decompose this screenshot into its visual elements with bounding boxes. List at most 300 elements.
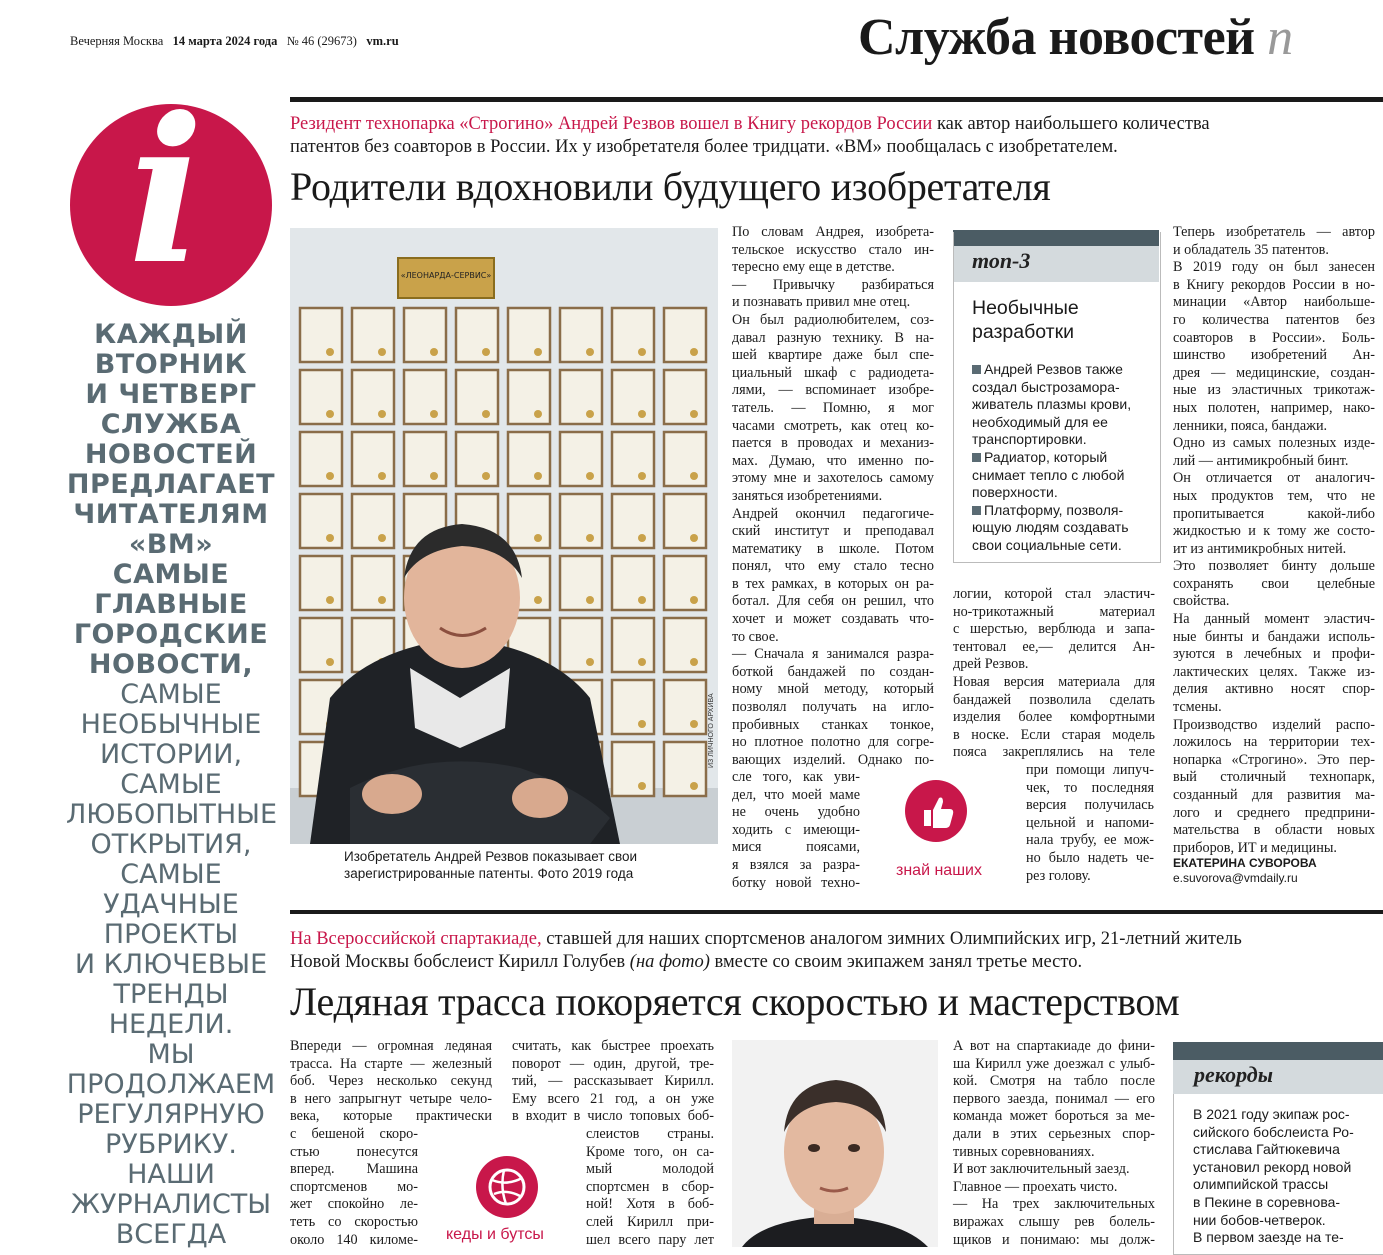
certificate-frame [560, 308, 602, 362]
article1-col1-line: — Привычку разбираться [732, 276, 934, 293]
badge-kedy-i-butsy [476, 1156, 538, 1218]
certificate-frame [560, 432, 602, 486]
article1-col3-line: нопарка «Строгино». Это пер- [1173, 751, 1375, 768]
article1-col3-line: лактических целях. Также из- [1173, 663, 1375, 680]
records-line: В первом заезде на те- [1193, 1229, 1344, 1246]
article2-col2-narrow [586, 1126, 714, 1249]
athlete-photo-drawing [732, 1040, 938, 1247]
article1-col1-narrow-line: ходить с имеющи- [732, 821, 860, 838]
sidebox-item-line: ющую людям создавать [972, 519, 1129, 536]
article1-col3-line: тсмены. [1173, 699, 1222, 716]
article1-col1-narrow-line: дел, что моей маме [732, 786, 860, 803]
certificate-frame [560, 556, 602, 610]
article2-col1-narrow-line: спортсменов мо- [290, 1178, 418, 1195]
article2-photo [732, 1040, 938, 1247]
article1-col1-line: математику в школе. Потом [732, 540, 934, 557]
article1-col3-line: пропитывается какой-либо [1173, 505, 1375, 522]
article2-col1-narrow-line: теть со скоростью [290, 1213, 418, 1230]
sidebox-title: Необычные разработки [972, 297, 1079, 343]
article1-col1-narrow-line: ботку новой техно- [732, 874, 860, 891]
article1-col1-line: часами смотреть, как отец ко- [732, 417, 934, 434]
article2-col1-narrow-line: вперед. Машина [290, 1161, 418, 1178]
promo-line: ПРОДОЛЖАЕМ [66, 1069, 276, 1100]
certificate-seal [638, 472, 646, 480]
certificate-seal [534, 534, 542, 542]
sidebox-tag: топ-3 [972, 248, 1031, 273]
article2-col3-line: ша Кирилл уже доезжал с улыб- [953, 1055, 1155, 1072]
article1-col3-line: ложилось на территории тех- [1173, 734, 1375, 751]
promo-line-bold: ГОРОДСКИЕ [73, 619, 269, 650]
certificate-seal [638, 658, 646, 666]
certificate-seal [534, 410, 542, 418]
info-icon: i [128, 74, 204, 309]
certificate-frame [404, 432, 446, 486]
article1-col2-narrow-line: цельной и напоми- [1026, 814, 1154, 831]
article1-lead: Резидент технопарка «Строгино» Андрей Резвов вошел в Книгу рекордов России как автор наибольшего количества патентов без соавторов в России. Их у изобретателя более тридцати. «ВМ» пообщалась с изобретателем. [290, 114, 1210, 157]
article1-headline: Родители вдохновили будущего изобретателя [290, 164, 1051, 209]
certificate-frame [612, 432, 654, 486]
article1-col1-line: заняться изобретениями. [732, 487, 883, 504]
article1-col2-line: пояса закреплялись на теле [953, 744, 1155, 761]
article2-col2-line: поворот — один, другой, тре- [512, 1055, 714, 1072]
article2-col1-line: Впереди — огромная ледяная [290, 1038, 492, 1054]
article2-col3-line: первого заезда, понимал — его [953, 1090, 1155, 1107]
article1-col1-line: Андрей окончил педагогиче- [732, 505, 934, 522]
article1-col3-line: и обладатель 35 патентов. [1173, 241, 1329, 258]
promo-line-bold: НОВОСТИ, [88, 649, 254, 680]
promo-line: ТРЕНДЫ [113, 979, 229, 1010]
article1-col1-line: пробивных станках тонкое, [732, 716, 934, 733]
article2-col3-line: — На трех заключительных [953, 1196, 1155, 1213]
article1-col1-line: в тех рамках, в которых он ра- [732, 575, 934, 592]
article2-col2-line: считать, как быстрее проехать [512, 1038, 714, 1054]
sidebox-item-line: Платформу, позволя- [972, 502, 1142, 520]
article2-lead: На Всероссийской спартакиаде, ставшей для наших спортсменов аналогом зимних Олимпийских игр, 21-летний житель Новой Москвы бобслеист Кирилл Голубев (на фото) вместе со своим экипажем занял третье место. [290, 929, 1242, 972]
article2-col1-narrow-line: около 140 киломе- [290, 1231, 418, 1248]
square-bullet-icon [972, 506, 981, 515]
article1-col3-line: ные из эластичных трикотаж- [1173, 382, 1375, 399]
photo-sign: «ЛЕОНАРДА-СЕРВИС» [400, 271, 492, 280]
certificate-frame [612, 308, 654, 362]
article1-col2-narrow-line: рез голову. [1026, 867, 1091, 884]
certificate-frame [352, 556, 394, 610]
article1-col2-line: бандажей позволила сделать [953, 691, 1155, 708]
article1-col2-line: дрей Резвов. [953, 656, 1029, 673]
article2-col1-line: боб. Через несколько секунд [290, 1073, 492, 1090]
certificate-seal [534, 596, 542, 604]
certificate-seal [430, 472, 438, 480]
article1-col3-line: лого и среднего предприни- [1173, 804, 1375, 821]
certificate-seal [586, 348, 594, 356]
certificate-seal [378, 534, 386, 542]
certificate-frame [664, 556, 706, 610]
promo-line: ИСТОРИИ, [99, 739, 243, 770]
article1-col3-line: Это позволяет бинту дольше [1173, 558, 1375, 575]
certificate-seal [482, 348, 490, 356]
certificate-seal [378, 348, 386, 356]
promo-line: ПРОЕКТЫ [103, 919, 239, 950]
certificate-frame [612, 556, 654, 610]
records-tag: рекорды [1194, 1062, 1273, 1087]
records-line: установил рекорд новой [1193, 1158, 1352, 1175]
article1-col3-line: шинство изобретений Ан- [1173, 347, 1375, 364]
certificate-frame [456, 370, 498, 424]
article2-col3-line: Главное — проехать чисто. [953, 1178, 1118, 1195]
certificate-frame [352, 370, 394, 424]
promo-line-bold: «ВМ» [128, 529, 214, 560]
certificate-seal [690, 472, 698, 480]
article1-col3-line: делия активно носят спор- [1173, 681, 1375, 698]
certificate-frame [352, 432, 394, 486]
article1-col3-line: дрея — медицинские, создан- [1173, 364, 1375, 381]
article2-col2 [512, 1038, 714, 1126]
promo-line-bold: И ЧЕТВЕРГ [85, 379, 257, 410]
certificate-frame [560, 494, 602, 548]
article1-col3-line: ных продуктов тем, что не [1173, 487, 1375, 504]
records-line: В 2021 году экипаж рос- [1193, 1106, 1350, 1122]
issue-date: 14 марта 2024 года [172, 34, 278, 48]
article1-author: ЕКАТЕРИНА СУВОРОВА e.suvorova@vmdaily.ru [1173, 856, 1317, 885]
certificate-seal [690, 720, 698, 728]
certificate-frame [664, 618, 706, 672]
article1-col1-line: и познавать привил мне отец. [732, 294, 911, 311]
sidebox-item-line: Андрей Резвов также [972, 361, 1142, 379]
article1-col2-line: но-трикотажный материал [953, 603, 1155, 620]
article1-col3-line: свойства. [1173, 593, 1230, 610]
article2-col1-line: трасса. На старте — железный [290, 1055, 492, 1072]
article1-col3-line: На данный момент эластич- [1173, 611, 1375, 628]
certificate-frame [612, 618, 654, 672]
article1-col3-line: ные бинты и бандажи исполь- [1173, 628, 1375, 645]
article1-col1-line: По словам Андрея, изобрета- [732, 224, 934, 240]
certificate-frame [456, 432, 498, 486]
article1-col2-line: в носке. Если старая модель [953, 726, 1155, 743]
certificate-seal [534, 472, 542, 480]
article2-col2-line: в входит в число топовых боб- [512, 1108, 714, 1125]
records-line: олимпийской трассы [1193, 1176, 1329, 1193]
promo-line: РУБРИКУ. [105, 1129, 237, 1160]
article1-col3-line: Теперь изобретатель — автор [1173, 224, 1375, 240]
article2-lead-highlight: На Всероссийской спартакиаде, [290, 929, 542, 949]
article2-col1-narrow [290, 1126, 418, 1249]
certificate-frame [404, 370, 446, 424]
article1-col3-line: Производство изделий распо- [1173, 716, 1375, 733]
article2-col3-line: виражах слышу рев болель- [953, 1213, 1155, 1230]
article1-col1-narrow-line: сле того, как уви- [732, 769, 860, 785]
badge-znai-nashih [905, 780, 967, 842]
article2-col3-line: кой. Смотря на табло после [953, 1073, 1155, 1090]
certificate-frame [664, 742, 706, 796]
certificate-seal [586, 596, 594, 604]
certificate-seal [690, 348, 698, 356]
info-logo [70, 74, 272, 309]
promo-line-bold: НОВОСТЕЙ [84, 439, 258, 470]
article1-col3-line: мательства в области новых [1173, 822, 1375, 839]
promo-line: И КЛЮЧЕВЫЕ [74, 949, 268, 980]
article1-col1-narrow-line: я взялся за разра- [732, 856, 860, 873]
sidebox-item-line: поверхности. [972, 484, 1058, 501]
article1-col2-line: с шерстью, верблюда и запа- [953, 621, 1155, 638]
sidebox-item-line: Радиатор, который [972, 449, 1142, 467]
issue-number: № 46 (29673) [286, 34, 357, 48]
article1-col2-line: изделия более комфортными [953, 709, 1155, 726]
badge-znai-nashih-label: знай наших [896, 862, 982, 879]
article1-col1-line: шей квартире даже был спе- [732, 347, 934, 364]
article1-col2-narrow-line: версия получилась [1026, 797, 1154, 814]
article1-col1-narrow [732, 769, 860, 892]
certificate-seal [326, 534, 334, 542]
promo-line: ОТКРЫТИЯ, [90, 829, 252, 860]
certificate-seal [690, 782, 698, 790]
certificate-frame [612, 494, 654, 548]
article1-col1-line: мах. Думаю, что именно по- [732, 452, 934, 469]
article2-col2-narrow-line: слеистов страны. [586, 1126, 714, 1142]
article2-col1-line: в него запрыгнут четыре чело- [290, 1090, 492, 1107]
section-title-tail: п [1267, 9, 1293, 66]
certificate-seal [326, 410, 334, 418]
promo-line: УДАЧНЫЕ [103, 889, 239, 920]
certificate-frame [664, 308, 706, 362]
article1-lead-highlight: Резидент технопарка «Строгино» Андрей Резвов вошел в Книгу рекордов России [290, 114, 933, 134]
site-link[interactable]: vm.ru [366, 34, 399, 48]
article2-col2-line: Ему всего 21 год, а он уже [512, 1090, 714, 1107]
inventor-photo-drawing [290, 228, 718, 844]
article1-col1-line: тельское искусство стало ин- [732, 241, 934, 258]
certificate-frame [300, 432, 342, 486]
article1-col3-line: ных полотен, например, нако- [1173, 399, 1375, 416]
records-text [1193, 1106, 1373, 1247]
certificate-frame [352, 494, 394, 548]
certificate-frame [508, 494, 550, 548]
article2-col1 [290, 1038, 492, 1126]
promo-line-bold: ЧИТАТЕЛЯМ [73, 499, 269, 530]
article1-col1-line: давал разную технику. В на- [732, 329, 934, 346]
certificate-seal [638, 534, 646, 542]
certificate-seal [638, 348, 646, 356]
article1-col1-line: но плотное полотно для согре- [732, 734, 934, 751]
article1-caption: Изобретатель Андрей Резвов показывает свои зарегистрированные патенты. Фото 2019 года [344, 849, 638, 881]
records-line: в Пекине в соревнова- [1193, 1193, 1341, 1210]
article1-col2-narrow-line: но было надеть че- [1026, 849, 1154, 866]
certificate-seal [690, 410, 698, 418]
certificate-seal [326, 348, 334, 356]
certificate-seal [638, 720, 646, 728]
promo-line-bold: ПРЕДЛАГАЕТ [66, 469, 276, 500]
article1-col3-line: минации «Автор наибольше- [1173, 294, 1375, 311]
article1-col1-line: ному мной методу, который [732, 681, 934, 698]
article1-col1-line: пается в проводах и механиз- [732, 435, 934, 452]
sidebox-item-line: свои социальные сети. [972, 536, 1122, 553]
sidebox-item-line: живатель плазмы крови, [972, 396, 1132, 413]
article1-col3-line: ит из антимикробных нитей. [1173, 540, 1347, 557]
photo-credit: ИЗ ЛИЧНОГО АРХИВА [708, 693, 715, 768]
certificate-seal [638, 410, 646, 418]
certificate-seal [378, 472, 386, 480]
article1-col1-line: ботал. Для себя он решил, что [732, 593, 934, 610]
article2-col2-line: тий, — рассказывает Кирилл. [512, 1073, 714, 1090]
promo-line-bold: САМЫЕ [112, 559, 230, 590]
sidebox-item-line: необходимый для ее [972, 413, 1108, 430]
article2-col1-line: века, которые практически [290, 1108, 492, 1125]
certificate-seal [326, 596, 334, 604]
article1-col2-line: тентовал ее,— делится Ан- [953, 638, 1155, 655]
article1-col1 [732, 224, 934, 769]
article-separator [290, 910, 1383, 914]
promo-line: МЫ [147, 1039, 195, 1070]
article1-photo [290, 228, 718, 844]
certificate-frame [300, 308, 342, 362]
article1-col1-narrow-line: мися поясами, [732, 839, 860, 856]
certificate-frame [560, 370, 602, 424]
certificate-seal [430, 410, 438, 418]
promo-line: ЛЮБОПЫТНЫЕ [66, 799, 278, 830]
article1-col2-narrow-line: при помощи липуч- [1026, 762, 1154, 778]
article2-col3-line: дали в этих серьезных спор- [953, 1125, 1155, 1142]
promo-text [66, 320, 276, 1250]
certificate-frame [508, 370, 550, 424]
certificate-seal [586, 534, 594, 542]
article1-col3-line: го количества патентов без [1173, 311, 1375, 328]
article2-col3 [953, 1038, 1155, 1249]
certificate-seal [638, 596, 646, 604]
article1-col3-line: созданный для развития ма- [1173, 787, 1375, 803]
promo-line: НЕОБЫЧНЫЕ [80, 709, 262, 740]
article2-col2-narrow-line: слей Кирилл при- [586, 1213, 714, 1230]
certificate-frame [456, 308, 498, 362]
certificate-frame [612, 370, 654, 424]
article1-col1-line: понял, что ему стало тесно [732, 558, 934, 575]
certificate-seal [430, 348, 438, 356]
sidebox-item [972, 449, 1142, 502]
certificate-seal [586, 472, 594, 480]
records-line: стислава Гайтюкевича [1193, 1141, 1340, 1158]
certificate-frame [508, 432, 550, 486]
article1-col3-line: В 2019 году он был занесен [1173, 259, 1375, 276]
records-tagbar [1173, 1042, 1383, 1060]
article1-col2-narrow [1026, 762, 1154, 885]
article2-col2-narrow-line: ной! Хотя в боб- [586, 1196, 714, 1213]
article2-col2-narrow-line: спортсмен в сбор- [586, 1178, 714, 1195]
article1-col3-line: ленники, пояса, бандажи. [1173, 417, 1328, 434]
article1-col3-line: приборов, ИТ и медицины. [1173, 839, 1337, 856]
article2-col1-narrow-line: жет спокойно ле- [290, 1196, 418, 1213]
article2-col1-narrow-line: стью понесутся [290, 1143, 418, 1160]
article2-col1-narrow-line: с бешеной скоро- [290, 1126, 418, 1142]
article1-col1-line: ский институт и преподавал [732, 523, 934, 540]
article1-col3-line: вый столичный технопарк, [1173, 769, 1375, 786]
thumbs-up-icon [905, 780, 967, 842]
certificate-frame [508, 308, 550, 362]
article1-col3 [1173, 224, 1375, 857]
article2-col2-narrow-line: мый молодой [586, 1161, 714, 1178]
article1-col1-line: — Сначала я занимался разра- [732, 646, 934, 663]
certificate-frame [300, 556, 342, 610]
article1-col3-line: жидкостью и к тому же состо- [1173, 523, 1375, 540]
sidebox-item [972, 502, 1142, 555]
certificate-seal [638, 782, 646, 790]
certificate-frame [300, 618, 342, 672]
certificate-seal [326, 658, 334, 666]
article2-col3-line: команда может бороться за ме- [953, 1108, 1155, 1125]
sidebox-list [972, 361, 1142, 555]
promo-line-bold: ГЛАВНЫЕ [94, 589, 248, 620]
article1-col1-line: то свое. [732, 628, 779, 645]
author-email[interactable]: e.suvorova@vmdaily.ru [1173, 871, 1298, 885]
volleyball-icon [476, 1156, 538, 1218]
article1-col2-line: Новая версия материала для [953, 673, 1155, 690]
article1-col1-line: хочет и может создавать что- [732, 611, 934, 628]
certificate-frame [560, 618, 602, 672]
promo-line-bold: КАЖДЫЙ [94, 319, 248, 350]
certificate-frame [664, 370, 706, 424]
square-bullet-icon [972, 365, 981, 374]
certificate-seal [690, 534, 698, 542]
article2-col2-narrow-line: Кроме того, он са- [586, 1143, 714, 1160]
promo-line: САМЫЕ [120, 859, 222, 890]
article1-col2-narrow-line: нала трубу, ее мож- [1026, 832, 1154, 849]
section-title: Служба новостей п [858, 9, 1293, 66]
certificate-seal [586, 410, 594, 418]
certificate-frame [300, 494, 342, 548]
article1-col2-narrow-line: чек, то последняя [1026, 779, 1154, 796]
records-line: сийского бобслеиста Ро- [1193, 1123, 1354, 1140]
certificate-seal [534, 348, 542, 356]
article1-col3-line: сохранять свои целебные [1173, 575, 1375, 592]
certificate-frame [664, 494, 706, 548]
certificate-frame [352, 308, 394, 362]
top-rule [290, 97, 1383, 102]
article1-col2-line: логии, которой стал эластич- [953, 586, 1155, 602]
article1-col3-line: соавторов в России». Боль- [1173, 329, 1375, 346]
article1-col3-line: Он отличается от аналогич- [1173, 470, 1375, 487]
article2-col3-line: И вот заключительный заезд. [953, 1161, 1130, 1178]
article1-col1-line: боткой бандажей по создан- [732, 663, 934, 680]
article1-col1-narrow-line: не очень удобно [732, 804, 860, 821]
promo-line: ЖУРНАЛИСТЫ [70, 1189, 272, 1220]
promo-line-bold: СЛУЖБА [100, 409, 242, 440]
certificate-frame [612, 742, 654, 796]
promo-line: РЕГУЛЯРНУЮ [77, 1099, 265, 1130]
certificate-seal [378, 596, 386, 604]
article2-col3-line: щиков и понимаю: мы долж- [953, 1231, 1155, 1248]
article1-col1-line: позволял получать на игло- [732, 699, 934, 716]
certificate-frame [664, 432, 706, 486]
sidebox-item [972, 361, 1142, 449]
promo-line: САМЫЕ [120, 679, 222, 710]
article1-col1-line: циальный шкаф с радиодета- [732, 364, 934, 381]
article1-col1-line: тересно ему еще в детстве. [732, 259, 895, 276]
article1-col2 [953, 586, 1155, 762]
promo-line: НЕДЕЛИ. [108, 1009, 234, 1040]
certificate-seal [482, 472, 490, 480]
certificate-seal [326, 472, 334, 480]
article2-headline: Ледяная трасса покоряется скоростью и мастерством [290, 979, 1180, 1024]
promo-line: САМЫЕ [120, 769, 222, 800]
certificate-frame [404, 308, 446, 362]
article2-col3-line: А вот на спартакиаде до фини- [953, 1038, 1155, 1054]
promo-line: НАШИ [127, 1159, 215, 1190]
sidebox-item-line: снимает тепло с любой [972, 466, 1125, 483]
promo-line-bold: ВТОРНИК [94, 349, 248, 380]
article1-col3-line: в Книгу рекордов России в но- [1173, 276, 1375, 293]
masthead-info [70, 34, 399, 49]
article1-col3-line: Одно из самых полезных изде- [1173, 435, 1375, 452]
article1-col1-line: этому мне и захотелось самому [732, 470, 934, 487]
certificate-seal [378, 410, 386, 418]
certificate-seal [586, 658, 594, 666]
certificate-frame [664, 680, 706, 734]
article1-col1-line: лями, — вспоминает изобре- [732, 382, 934, 399]
